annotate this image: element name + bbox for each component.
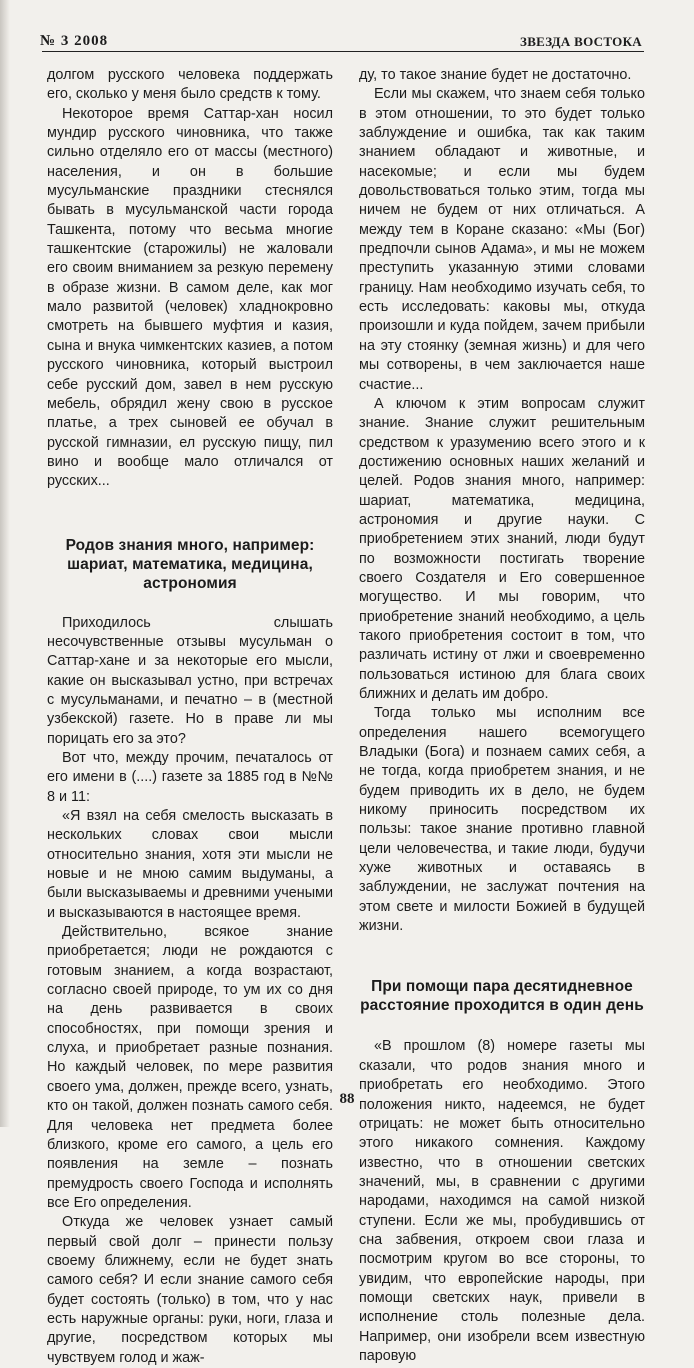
issue-number: № 3 2008: [40, 33, 109, 49]
paragraph: А ключом к этим вопросам служит знание. Знание служит решительным средством к уразумению всего этого и к достижению основных наших желаний и целей. Родов знания много, например: шариат, математика, медицина, астрономия и другие науки. С приобретением этих знаний, люди будут по возможности постигать творение своего Создателя и Его совершенное могущество. И мы говорим, что приобретение знаний необходимо, а цель такого приобретения состоит в том, что различать истину от лжи и своевременно пользоваться истиною для блага своих ближних и делать им добро.: [359, 395, 645, 702]
paragraph: Приходилось слышать несочувственные отзывы мусульман о Саттар-хане и за некоторые его мысли, какие он высказывал устно, при встречах с мусульманами, и печатно – в (местной узбекской) газете. Но в праве ли мы порицать его за это?: [47, 614, 333, 747]
paragraph: Откуда же человек узнает самый первый свой долг – принести пользу своему ближнему, если не будет знать самого себя? И если знание самого себя будет состоять (только) в том, что у нас есть наружные органы: руки, ноги, глаза и другие, посредством которых мы чувствуем голод и жаж-: [47, 1214, 333, 1366]
paragraph: «В прошлом (8) номере газеты мы сказали, что родов знания много и приобретать его необходимо. Этого положения никто, надеемся, не будет отрицать: не может быть относительно этого никакого сомнения. Каждому известно, что в отношении светских значений, мы, в сравнении с другими народами, находимся на самой низкой ступени. Если же мы, пробудившись от сна забвения, откроем свои глаза и посмотрим кругом во все стороны, то увидим, что европейские народы, при помощи светских наук, привели в исполнение столь полезные дела. Например, они изобрели всем известную паровую: [359, 1038, 645, 1364]
paragraph: Вот что, между прочим, печаталось от его имени в (....) газете за 1885 год в №№ 8 и 11:: [47, 749, 333, 805]
paragraph: «Я взял на себя смелость высказать в нескольких словах свои мысли относительно знания, хотя эти мысли не новые и не мною самим выдуманы, а были высказываемы и древними учеными и высказываются в настоящее время.: [47, 808, 333, 921]
section-heading: Родов знания много, например: шариат, математика, медицина, астрономия: [65, 536, 315, 592]
header-rule: [42, 51, 644, 52]
page-edge-shadow: [0, 0, 10, 1127]
page-number: 88: [339, 1091, 355, 1107]
paragraph: долгом русского человека поддержать его, сколько у меня было средств к тому.: [47, 67, 333, 103]
paragraph: ду, то такое знание будет не достаточно.: [359, 67, 632, 83]
paragraph: Некоторое время Саттар-хан носил мундир русского чиновника, что также сильно отделяло его от массы (местного) населения, и он в большие мусульманские праздники стеснялся бывать в мусульманской части города Ташкента, потому что весьма многие ташкентские (старожилы) не жаловали его своим вниманием за резкую перемену в образе жизни. В самом деле, как мог мало развитой (человек) хладнокровно смотреть на бывшего муфтия и казия, сына и внука чимкентских казиев, а потом русского чиновника, который выстроил себе русский дом, завел в нем русскую мебель, обрядил жену свою в русское платье, а трех сыновей ее обучал в русской гимназии, ел русскую пищу, пил вино и вообще мало отличался от русских...: [47, 105, 333, 490]
right-column: [359, 66, 645, 1366]
section-heading: При помощи пара десятидневное расстояние проходится в один день: [360, 978, 644, 1015]
paragraph: Тогда только мы исполним все определения нашего всемогущего Владыки (Бога) и познаем самих себя, а не тогда, когда приобретем знания, и не будем приводить их в дело, не будем никому приносить посредством их пользы: такое знание противно главной цели человечества, и такие люди, будучи хуже животных и оставаясь в заблуждении, не заслужат почтения на этом свете и милости Божией в будущей жизни.: [359, 705, 645, 935]
paragraph: Действительно, всякое знание приобретается; люди не рождаются с готовым знанием, а когда возрастают, согласно своей природе, то ум их со дня на день развивается в своих способностях, при помощи зрения и слуха, и приобретает разные познания. Но каждый человек, по мере развития своего ума, должен, прежде всего, узнать, кто он такой, должен познать самого себя. Для человека нет предмета более близкого, кроме его самого, а цель его появления на земле – познать премудрость своего Господа и исполнять все Его определения.: [47, 924, 333, 1211]
left-column: [47, 66, 333, 1368]
paragraph: Если мы скажем, что знаем себя только в этом отношении, то это будет только заблуждение и ошибка, так как таким знанием обладают и животные, и насекомые; и если мы будем довольствоваться только этим, тогда мы ничем не будем от них отличаться. А между тем в Коране сказано: «Мы (Бог) предпочли сынов Адама», и мы не можем преступить указанную этими словами границу. Нам необходимо изучать себя, то есть исследовать: каковы мы, откуда произошли и куда пойдем, зачем прибыли на эту стоянку (земная жизнь) и для чего мы сотворены, в чем заключается наше счастие...: [359, 86, 645, 393]
journal-title: ЗВЕЗДА ВОСТОКА: [520, 34, 642, 49]
